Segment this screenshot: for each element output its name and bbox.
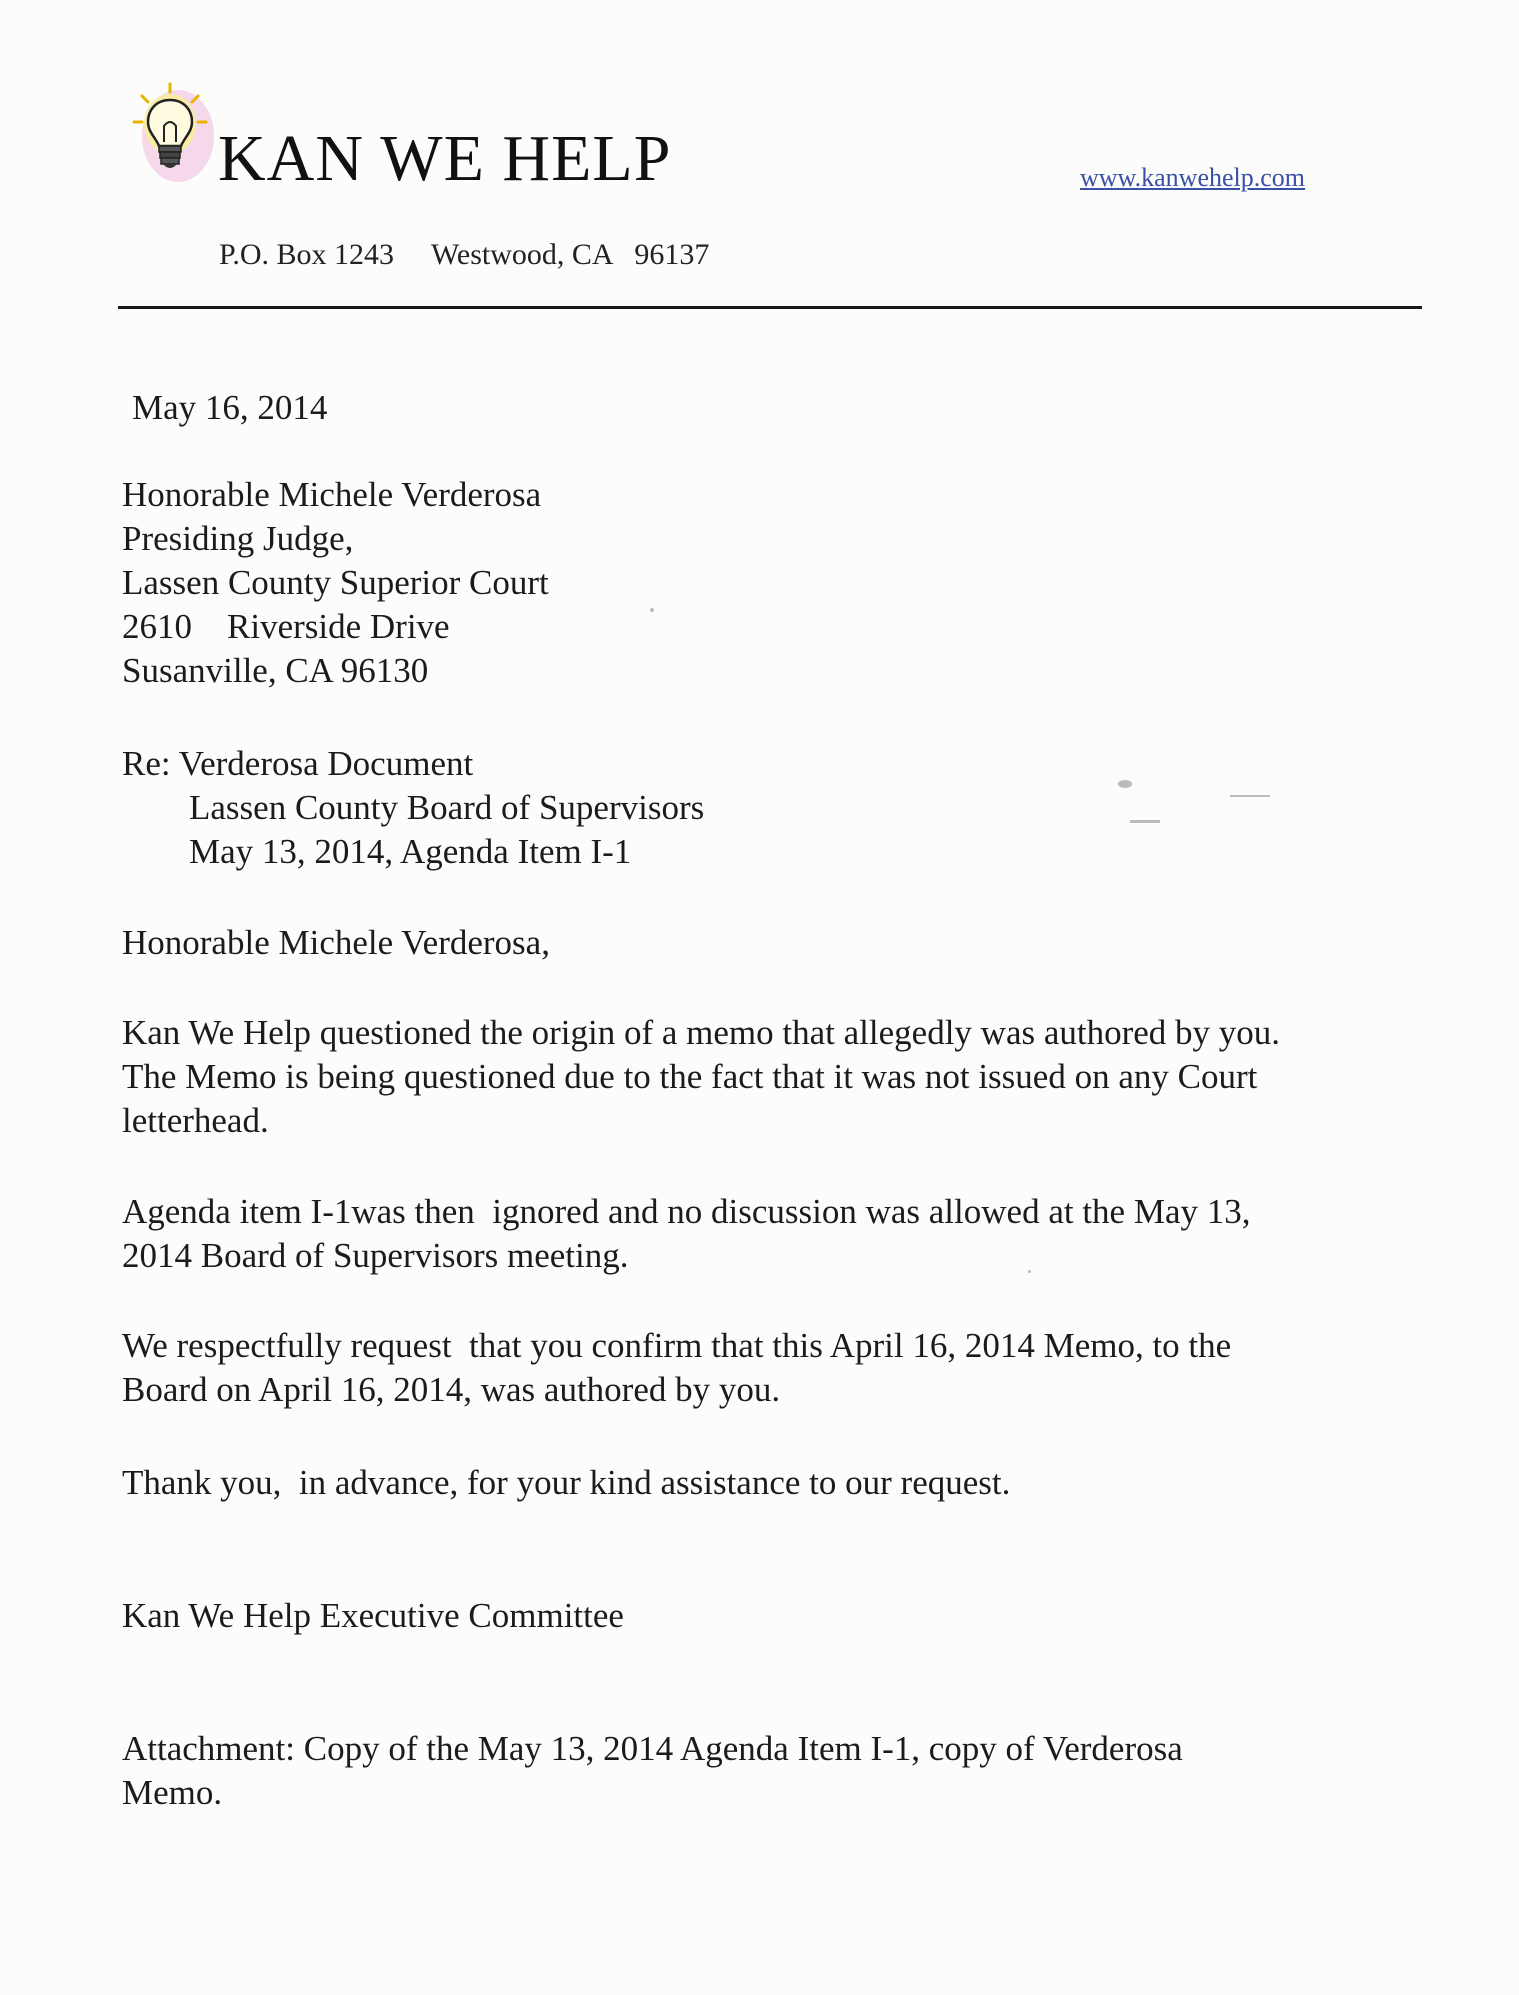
salutation-text: Honorable Michele Verderosa,	[122, 923, 550, 962]
recipient-line: Lassen County Superior Court	[122, 563, 549, 602]
paragraph-line: letterhead.	[122, 1101, 269, 1140]
letter-date	[122, 386, 1422, 430]
signature-text: Kan We Help Executive Committee	[122, 1596, 624, 1635]
re-block	[122, 742, 1422, 874]
scan-speck	[650, 608, 654, 612]
attachment-note	[122, 1727, 1422, 1815]
salutation	[122, 921, 1422, 965]
paragraph-line: We respectfully request that you confirm that this April 16, 2014 Memo, to the	[122, 1326, 1232, 1365]
re-line: Lassen County Board of Supervisors	[189, 788, 705, 827]
scan-speck	[1230, 795, 1270, 797]
date-text: May 16, 2014	[132, 388, 328, 427]
re-line: May 13, 2014, Agenda Item I-1	[189, 832, 632, 871]
paragraph-1	[122, 1011, 1422, 1143]
paragraph-line: Board on April 16, 2014, was authored by you.	[122, 1370, 781, 1409]
website-link[interactable]: www.kanwehelp.com	[1080, 163, 1306, 192]
paragraph-line: Kan We Help questioned the origin of a memo that allegedly was authored by you.	[122, 1013, 1281, 1052]
recipient-line: 2610 Riverside Drive	[122, 607, 450, 646]
recipient-block	[122, 473, 1422, 693]
paragraph-3	[122, 1324, 1422, 1412]
lightbulb-icon	[128, 78, 218, 188]
paragraph-line: 2014 Board of Supervisors meeting.	[122, 1236, 629, 1275]
paragraph-line: Agenda item I-1was then ignored and no discussion was allowed at the May 13,	[122, 1192, 1251, 1231]
org-name: KAN WE HELP	[218, 122, 672, 195]
paragraph-line: The Memo is being questioned due to the fact that it was not issued on any Court	[122, 1057, 1258, 1096]
recipient-line: Susanville, CA 96130	[122, 651, 429, 690]
paragraph-4	[122, 1461, 1422, 1505]
attachment-line: Attachment: Copy of the May 13, 2014 Agenda Item I-1, copy of Verderosa	[122, 1729, 1183, 1768]
paragraph-line: Thank you, in advance, for your kind assistance to our request.	[122, 1463, 1011, 1502]
scan-speck	[1130, 820, 1160, 823]
re-label: Re: Verderosa Document	[122, 744, 474, 783]
recipient-line: Presiding Judge,	[122, 519, 354, 558]
letterhead	[0, 0, 1519, 320]
recipient-line: Honorable Michele Verderosa	[122, 475, 542, 514]
org-address: P.O. Box 1243 Westwood, CA 96137	[219, 238, 710, 271]
signature-block	[122, 1594, 1422, 1638]
header-divider	[118, 306, 1422, 309]
scan-speck	[1118, 780, 1132, 788]
scan-speck	[1028, 1270, 1031, 1273]
paragraph-2	[122, 1190, 1422, 1278]
attachment-line: Memo.	[122, 1773, 223, 1812]
